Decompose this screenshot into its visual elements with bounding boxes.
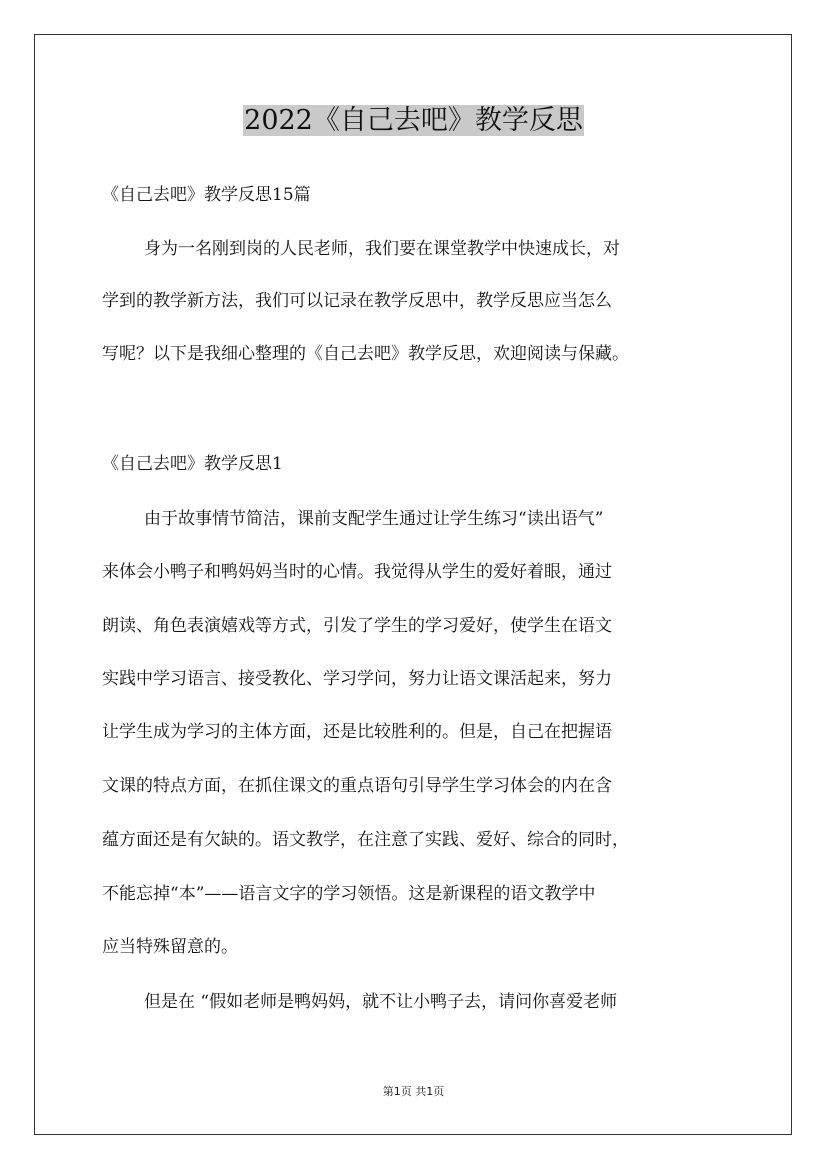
body-line-10: 但是在 “假如老师是鸭妈妈，就不让小鸭子去，请问你喜爱老师 [144, 992, 618, 1012]
body-line-8: 不能忘掉“本”——语言文字的学习领悟。这是新课程的语文教学中 [102, 884, 596, 904]
body-line-2: 来体会小鸭子和鸭妈妈当时的心情。我觉得从学生的爱好着眼，通过 [102, 562, 612, 582]
body-line-7: 蕴方面还是有欠缺的。语文教学，在注意了实践、爱好、综合的同时， [102, 830, 629, 850]
body-line-9: 应当特殊留意的。 [102, 937, 238, 957]
intro-line-1: 身为一名刚到岗的人民老师，我们要在课堂教学中快速成长，对 [144, 239, 620, 259]
body-line-3: 朗读、角色表演嬉戏等方式，引发了学生的学习爱好，使学生在语文 [102, 616, 612, 636]
intro-line-2: 学到的教学新方法，我们可以记录在教学反思中，教学反思应当怎么 [102, 291, 612, 311]
body-line-5: 让学生成为学习的主体方面，还是比较胜利的。但是，自己在把握语 [102, 722, 612, 742]
document-subtitle: 《自己去吧》教学反思15篇 [102, 185, 311, 205]
page-footer: 第1页 共1页 [382, 1085, 445, 1098]
document-title-text: 2022《自己去吧》教学反思 [244, 105, 583, 136]
body-line-1: 由于故事情节简洁，课前支配学生通过让学生练习“读出语气” [144, 509, 604, 529]
body-line-6: 文课的特点方面，在抓住课文的重点语句引导学生学习体会的内在含 [102, 776, 612, 796]
document-title [0, 98, 827, 144]
intro-line-3: 写呢？以下是我细心整理的《自己去吧》教学反思，欢迎阅读与保藏。 [102, 344, 629, 364]
section-heading: 《自己去吧》教学反思1 [102, 454, 283, 474]
body-line-4: 实践中学习语言、接受教化、学习学问，努力让语文课活起来，努力 [102, 669, 612, 689]
